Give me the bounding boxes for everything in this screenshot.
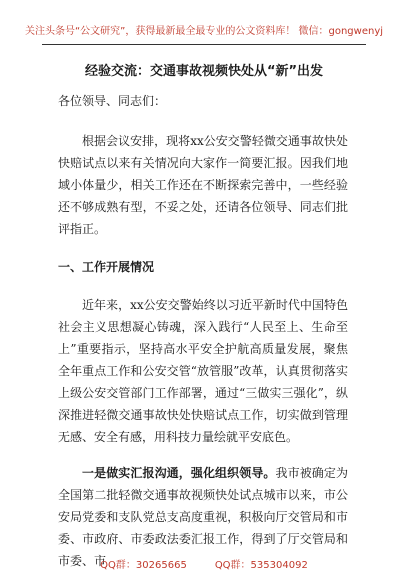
section-paragraph: 近年来，xx公安交警始终以习近平新时代中国特色社会主义思想凝心铸魂，深入践行“人民至上、生命至上”重要指示，坚持高水平安全护航高质量发展，聚焦全年重点工作和公安交管“放管服”改革，认真贯彻落实上级公安交管部门工作部署，通过“三做实三强化”，纵深推进轻微交通事故快处快赔试点工作，切实做到管理无感、安全有感，用科技力量绘就平安底色。 — [58, 298, 348, 444]
point-body: 我市被确定为全国第二批轻微交通事故视频快处试点城市以来，市公安局党委和支队党总支高度重视，积极向厅交管局和市委、市政府、市委政法委汇报工作，得到了厅交管局和市委、市 — [58, 466, 348, 568]
header-divider — [42, 44, 366, 45]
footer-qq-group-1: QQ群：30265665 — [100, 560, 187, 571]
document-body — [58, 90, 348, 572]
section-heading: 一、工作开展情况 — [58, 260, 155, 274]
header-promo-note: 关注头条号“公文研究”，获得最新最全最专业的公文资料库！ 微信：gongwenyj — [24, 26, 384, 37]
intro-paragraph: 根据会议安排，现将xx公安交警轻微交通事故快处快赔试点以来有关情况向大家作一简要汇报。因我们地域小体量少，相关工作还在不断探索完善中，一些经验还不够成熟有型，不妥之处，还请各位领导、同志们批评指正。 — [58, 134, 348, 236]
footer-qq-group-2: QQ群：535304092 — [214, 560, 308, 571]
greeting: 各位领导、同志们： — [58, 94, 167, 108]
footer — [0, 556, 408, 571]
document-title: 经验交流：交通事故视频快处从“新”出发 — [84, 64, 324, 79]
point-lead: 一是做实汇报沟通，强化组织领导。 — [82, 466, 276, 480]
